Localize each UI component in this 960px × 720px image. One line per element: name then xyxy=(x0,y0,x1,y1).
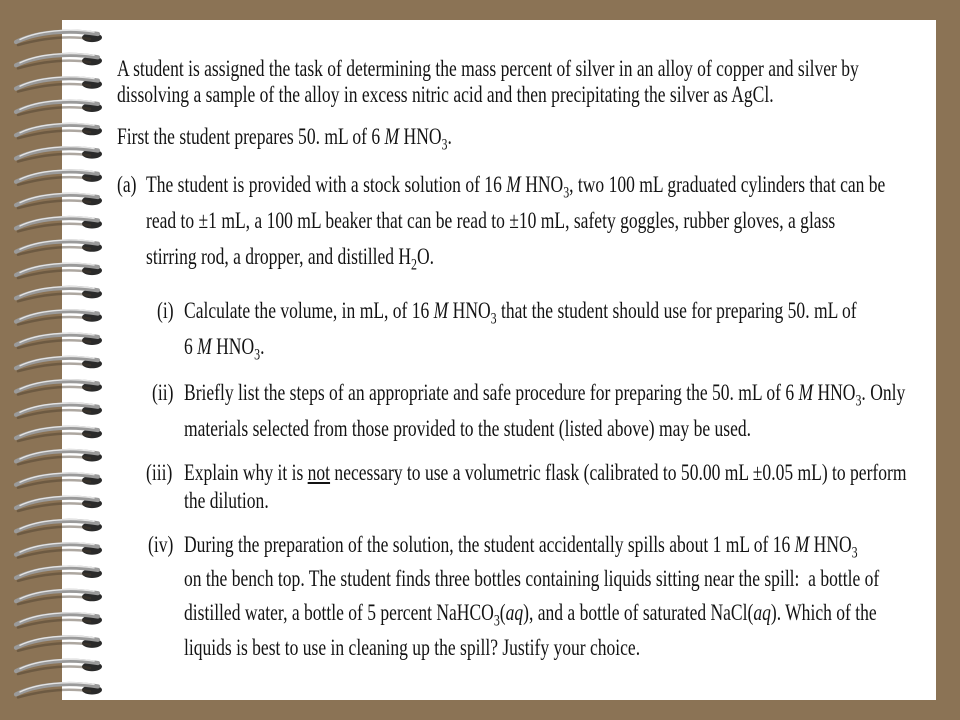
spiral-ring xyxy=(16,356,102,371)
part-a-line-2: read to ±1 mL, a 100 mL beaker that can be read to ±10 mL, safety goggles, rubber gloves, a glass xyxy=(146,208,836,233)
text-run: . Only xyxy=(861,380,906,405)
text-run: O. xyxy=(417,244,435,269)
spiral-ring xyxy=(16,263,102,278)
formula-subscript: 3 xyxy=(563,184,570,202)
state-symbol: aq xyxy=(753,600,771,625)
text-run: that the student should use for preparing 50. mL of xyxy=(496,298,857,323)
formula-subscript: 3 xyxy=(490,310,497,328)
spiral-ring xyxy=(16,217,102,232)
molarity-symbol: M xyxy=(506,172,521,197)
spiral-ring xyxy=(16,543,102,558)
spiral-ring xyxy=(16,613,102,628)
formula-subscript: 3 xyxy=(441,136,448,154)
formula-text: HNO xyxy=(211,334,255,359)
spiral-ring xyxy=(16,193,102,208)
part-iv-line-2: on the bench top. The student finds three bottles containing liquids sitting near the spill: a bottle of xyxy=(184,566,880,591)
part-iv-line-4: liquids is best to use in cleaning up the spill? Justify your choice. xyxy=(184,635,641,660)
state-symbol: aq xyxy=(505,600,524,625)
formula-subscript: 3 xyxy=(493,612,500,630)
intro-line-2: dissolving a sample of the alloy in excess nitric acid and then precipitating the silver as AgCl. xyxy=(117,82,774,107)
part-iii-line-2: the dilution. xyxy=(184,488,269,513)
part-i-line-1 xyxy=(184,298,857,328)
part-ii-line-2: materials selected from those provided to the student (listed above) may be used. xyxy=(184,416,751,441)
intro-line-1: A student is assigned the task of determining the mass percent of silver in an alloy of copper and silver by xyxy=(117,56,859,81)
spiral-ring xyxy=(16,636,102,651)
spiral-ring xyxy=(16,287,102,302)
spiral-ring xyxy=(16,54,102,69)
part-ii-label: (ii) xyxy=(152,380,174,405)
text-run: Explain why it is xyxy=(184,460,308,485)
spiral-ring xyxy=(16,473,102,488)
spiral-ring xyxy=(16,659,102,674)
underlined-word: not xyxy=(307,460,331,485)
part-i-label: (i) xyxy=(157,298,174,323)
formula-text: HNO xyxy=(399,124,442,149)
formula-subscript: 2 xyxy=(411,256,418,274)
spiral-binding xyxy=(0,0,120,720)
text-run: Calculate the volume, in mL, of 16 xyxy=(184,298,434,323)
text-run: ( xyxy=(499,600,506,625)
text-run: necessary to use a volumetric flask (calibrated to 50.00 mL ±0.05 mL) to perform xyxy=(330,460,907,485)
formula-text: HNO xyxy=(520,172,564,197)
spiral-ring xyxy=(16,496,102,511)
part-iv-label: (iv) xyxy=(148,532,174,557)
spiral-ring xyxy=(16,310,102,325)
text-run: . xyxy=(260,334,265,359)
spiral-ring xyxy=(16,426,102,441)
part-a-line-3 xyxy=(146,244,435,274)
text-run: stirring rod, a dropper, and distilled H xyxy=(146,244,412,269)
formula-subscript: 3 xyxy=(855,392,862,410)
formula-text: HNO xyxy=(813,380,856,405)
formula-text: HNO xyxy=(448,298,491,323)
molarity-symbol: M xyxy=(384,124,400,149)
spiral-ring xyxy=(16,380,102,395)
spiral-ring xyxy=(16,683,102,698)
spiral-ring xyxy=(16,30,102,45)
text-run: During the preparation of the solution, the student accidentally spills about 1 mL of 16 xyxy=(184,532,795,557)
molarity-symbol: M xyxy=(794,532,810,557)
text-run: The student is provided with a stock solution of 16 xyxy=(146,172,507,197)
spiral-ring xyxy=(16,77,102,92)
preparation-line xyxy=(117,124,452,154)
spiral-ring xyxy=(16,403,102,418)
text-run: . xyxy=(447,124,452,149)
spiral-ring xyxy=(16,450,102,465)
spiral-ring xyxy=(16,333,102,348)
spiral-ring xyxy=(16,147,102,162)
text-run: ), and a bottle of saturated NaCl( xyxy=(523,600,754,625)
part-iii-label: (iii) xyxy=(146,460,173,485)
text-run: Briefly list the steps of an appropriate and safe procedure for preparing the 50. mL of 6 xyxy=(184,380,799,405)
molarity-symbol: M xyxy=(197,334,212,359)
part-iii-line-1 xyxy=(184,460,906,486)
text-run: distilled water, a bottle of 5 percent NaHCO xyxy=(184,600,494,625)
spiral-ring xyxy=(16,100,102,115)
part-iv-line-1 xyxy=(184,532,858,562)
text-run: ). Which of the xyxy=(770,600,877,625)
spiral-ring xyxy=(16,240,102,255)
spiral-ring xyxy=(16,123,102,138)
part-ii-line-1 xyxy=(184,380,906,410)
spiral-ring xyxy=(16,566,102,581)
part-a-line-1 xyxy=(146,172,886,202)
spiral-ring xyxy=(16,520,102,535)
formula-text: HNO xyxy=(809,532,852,557)
spiral-ring xyxy=(16,170,102,185)
formula-subscript: 3 xyxy=(851,544,858,562)
formula-subscript: 3 xyxy=(254,346,261,364)
part-i-line-2 xyxy=(184,334,265,364)
document-page xyxy=(62,20,936,700)
part-iv-line-3 xyxy=(184,600,877,630)
molarity-symbol: M xyxy=(798,380,814,405)
text-run: , two 100 mL graduated cylinders that can be xyxy=(569,172,886,197)
part-a-label: (a) xyxy=(117,172,137,197)
text-run: 6 xyxy=(184,334,198,359)
molarity-symbol: M xyxy=(433,298,449,323)
text-run: First the student prepares 50. mL of 6 xyxy=(117,124,385,149)
spiral-ring xyxy=(16,589,102,604)
